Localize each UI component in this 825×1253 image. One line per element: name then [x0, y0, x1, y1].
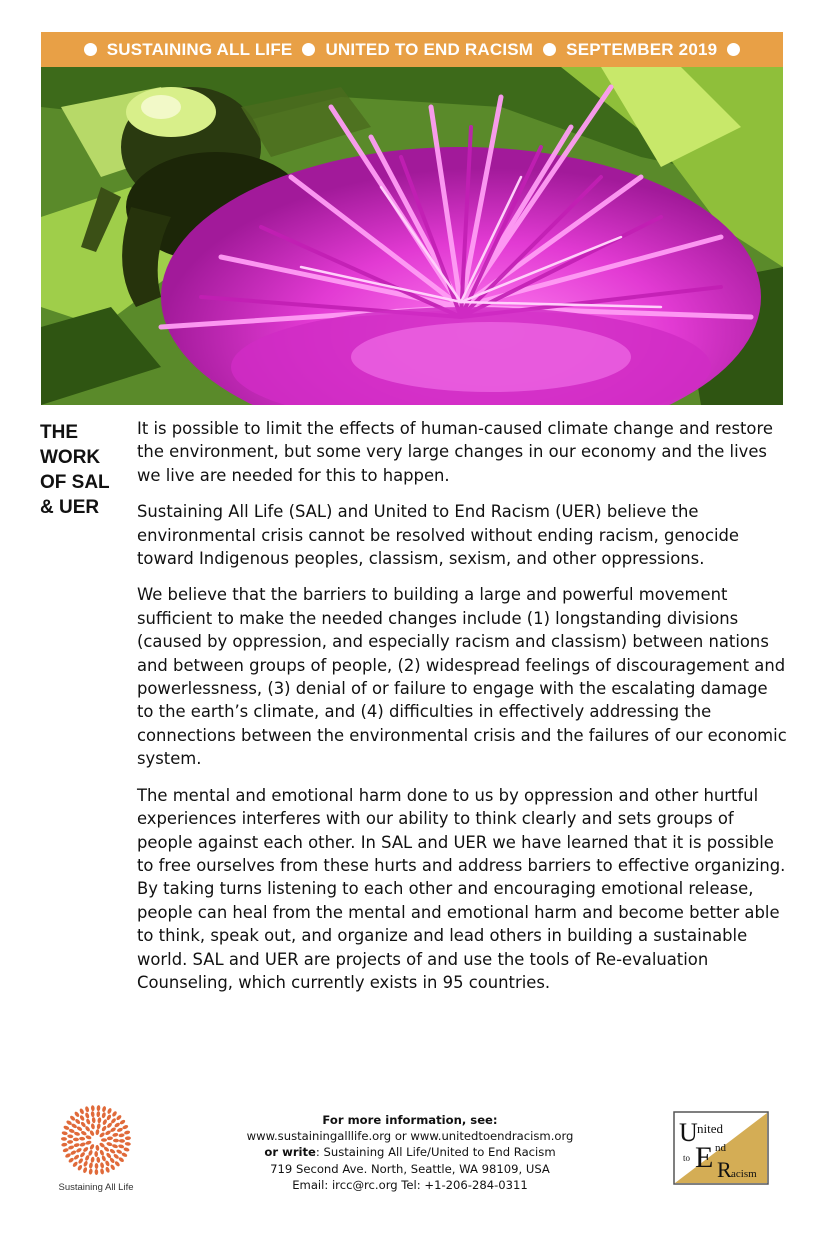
- logo-petal: [99, 1132, 106, 1139]
- body-paragraph: We believe that the barriers to building a large and powerful movement sufficient to make the needed changes include (1) longstanding divisions (caused by oppression, and especially racism and classism) between nations and between groups of people, (2) widespread feelings of discouragement and powerlessness, (3) denial of or failure to engage with the escalating damage to the earth’s climate, and (4) difficulties in effectively addressing the connections between the environmental crisis and the failures of our economic system.: [137, 585, 787, 769]
- uer-letter-e: E: [695, 1141, 714, 1174]
- logo-petal: [112, 1132, 119, 1137]
- contact-info: [170, 1112, 650, 1193]
- logo-petal: [76, 1126, 83, 1132]
- logo-petal: [113, 1139, 119, 1143]
- section-title-line: OF SAL: [40, 472, 110, 493]
- logo-petal: [115, 1114, 122, 1121]
- header-item-uer: UNITED TO END RACISM: [325, 39, 534, 59]
- uer-word-to: to: [683, 1153, 691, 1163]
- logo-petal: [89, 1143, 95, 1150]
- svg-text:to: [683, 1153, 691, 1163]
- logo-petal: [79, 1137, 85, 1141]
- logo-petal: [80, 1130, 87, 1136]
- hero-photo-bee-thistle: [41, 67, 783, 405]
- logo-petal: [91, 1105, 95, 1111]
- logo-petal: [123, 1147, 130, 1152]
- logo-petal: [85, 1118, 91, 1125]
- logo-petal: [95, 1129, 100, 1136]
- body-text: [137, 417, 787, 1007]
- logo-petal: [118, 1156, 125, 1163]
- body-paragraph: The mental and emotional harm done to us by oppression and other hurtful experiences interferes with our ability to think clearly and sets groups of people against each other. In SAL and UER we have learned that it is possible to free ourselves from these hurts and address barriers to effective organizing. By taking turns listening to each other and encouraging emotional release, people can heal from the mental and emotional harm and become better able to think, speak out, and organize and lead others in building a sustainable world. SAL and UER are projects of and use the tools of Re-evaluation Counseling, which currently exists in 95 countries.: [137, 785, 786, 992]
- logo-petal: [61, 1131, 68, 1136]
- logo-petal: [74, 1118, 81, 1125]
- logo-petal: [68, 1145, 75, 1150]
- uer-word-acism: acism: [731, 1168, 757, 1180]
- logo-petal: [73, 1138, 79, 1142]
- united-to-end-racism-logo: [673, 1111, 769, 1185]
- logo-petal: [99, 1149, 105, 1156]
- logo-petal: [89, 1130, 95, 1137]
- logo-petal: [92, 1117, 96, 1123]
- address-line: 719 Second Ave. North, Seattle, WA 98109, USA: [270, 1161, 550, 1176]
- logo-petal: [97, 1117, 102, 1124]
- body-paragraph: Sustaining All Life (SAL) and United to End Racism (UER) believe the environmental crisis cannot be resolved without ending racism, genocide toward Indigenous peoples, classism, sexism, and other oppressions.: [137, 502, 740, 569]
- uer-logo-icon: [673, 1111, 769, 1185]
- logo-petal: [96, 1105, 100, 1111]
- logo-petal: [85, 1135, 92, 1140]
- body-paragraph: It is possible to limit the effects of human-caused climate change and restore the environment, but some very large changes in our economy and the lives we live are needed for this to happen.: [137, 419, 773, 485]
- logo-petal: [67, 1134, 73, 1138]
- logo-petal: [72, 1161, 79, 1168]
- uer-word-nd: nd: [715, 1142, 726, 1154]
- logo-petal: [79, 1151, 86, 1158]
- logo-petal: [107, 1108, 113, 1115]
- logo-petal: [89, 1162, 94, 1169]
- logo-petal: [96, 1157, 100, 1163]
- logo-petal: [104, 1160, 110, 1167]
- logo-petal: [107, 1136, 113, 1140]
- bee-thistle-illustration: [41, 67, 783, 405]
- section-title-line: THE: [40, 422, 78, 443]
- logo-petal: [95, 1169, 99, 1175]
- bullet-dot-icon: [84, 43, 97, 56]
- svg-text:acism: [731, 1168, 757, 1180]
- logo-petal: [68, 1128, 75, 1133]
- svg-text:nd: [715, 1142, 727, 1154]
- logo-petal: [84, 1112, 89, 1119]
- section-title-line: WORK: [40, 447, 101, 468]
- logo-petal: [101, 1138, 107, 1142]
- logo-petal: [85, 1106, 90, 1113]
- logo-petal: [85, 1140, 92, 1145]
- logo-petal: [73, 1143, 80, 1148]
- write-line: [170, 1144, 650, 1160]
- logo-petal: [82, 1146, 89, 1153]
- uer-letter-r: R: [717, 1157, 732, 1182]
- logo-petal: [102, 1119, 108, 1126]
- logo-petal: [75, 1147, 82, 1153]
- logo-petal: [116, 1127, 123, 1133]
- header-bar: [41, 32, 783, 67]
- sunflower-logo-icon: [46, 1100, 146, 1180]
- websites-line: www.sustainingalllife.org or www.unitedtoendracism.org: [246, 1129, 574, 1144]
- logo-petal: [125, 1136, 131, 1140]
- logo-petal: [79, 1142, 86, 1147]
- logo-petal: [114, 1160, 121, 1167]
- logo-petal: [95, 1145, 100, 1152]
- logo-petal: [69, 1115, 76, 1122]
- logo-petal: [74, 1131, 81, 1136]
- section-title: [40, 420, 125, 520]
- contact-line: Email: ircc@rc.org Tel: +1-206-284-0311: [292, 1177, 528, 1192]
- logo-petal: [62, 1148, 69, 1153]
- logo-petal: [100, 1168, 105, 1175]
- bullet-dot-icon: [543, 43, 556, 56]
- uer-word-nited: nited: [697, 1121, 723, 1136]
- logo-petal: [82, 1167, 87, 1174]
- write-label: or write: [264, 1145, 316, 1160]
- logo-petal: [105, 1166, 111, 1173]
- svg-text:E: [695, 1141, 713, 1174]
- logo-petal: [91, 1111, 95, 1117]
- logo-petal: [106, 1141, 113, 1146]
- logo-petal: [110, 1164, 116, 1171]
- logo-petal: [67, 1140, 73, 1144]
- logo-petal: [63, 1125, 70, 1131]
- logo-petal: [68, 1157, 75, 1164]
- contact-heading: For more information, see:: [322, 1113, 498, 1127]
- logo-petal: [79, 1108, 85, 1115]
- logo-petal: [90, 1123, 95, 1130]
- logo-petal: [114, 1122, 121, 1128]
- logo-petal: [101, 1155, 107, 1162]
- section-title-line: & UER: [40, 497, 100, 518]
- logo-petal: [95, 1163, 99, 1169]
- logo-petal: [74, 1111, 80, 1118]
- bullet-dot-icon: [302, 43, 315, 56]
- logo-petal: [112, 1144, 119, 1149]
- svg-text:nited: [697, 1121, 723, 1136]
- logo-petal: [125, 1142, 131, 1146]
- logo-petal: [122, 1124, 129, 1130]
- logo-petal: [111, 1110, 117, 1117]
- logo-petal: [61, 1137, 67, 1141]
- logo-petal: [101, 1112, 106, 1119]
- logo-petal: [90, 1156, 95, 1163]
- write-text: : Sustaining All Life/United to End Racism: [315, 1145, 556, 1160]
- logo-petal: [124, 1130, 131, 1135]
- logo-petal: [94, 1151, 98, 1157]
- logo-petal: [88, 1168, 93, 1175]
- logo-petal: [109, 1148, 116, 1154]
- logo-caption: Sustaining All Life: [58, 1182, 134, 1193]
- logo-petal: [73, 1154, 80, 1161]
- header-item-date: SEPTEMBER 2019: [566, 39, 718, 59]
- svg-text:R: [717, 1157, 732, 1182]
- logo-petal: [79, 1115, 85, 1122]
- logo-petal: [77, 1164, 83, 1171]
- header-item-sal: SUSTAINING ALL LIFE: [106, 39, 293, 59]
- sustaining-all-life-logo: [46, 1100, 146, 1195]
- logo-petal: [70, 1150, 77, 1156]
- logo-petal: [61, 1142, 67, 1146]
- logo-petal: [96, 1111, 100, 1117]
- logo-petal: [106, 1114, 112, 1121]
- logo-petal: [118, 1144, 125, 1149]
- uer-letter-u: U: [679, 1118, 698, 1147]
- logo-petal: [119, 1119, 126, 1125]
- logo-petal: [100, 1162, 105, 1169]
- logo-petal: [65, 1152, 72, 1158]
- logo-petal: [118, 1133, 125, 1138]
- logo-petal: [102, 1106, 107, 1113]
- logo-petal: [83, 1160, 89, 1167]
- logo-petal: [96, 1123, 101, 1130]
- logo-petal: [101, 1125, 107, 1132]
- logo-petal: [119, 1139, 125, 1143]
- logo-petal: [77, 1158, 83, 1165]
- logo-petal: [113, 1153, 120, 1160]
- bullet-dot-icon: [727, 43, 740, 56]
